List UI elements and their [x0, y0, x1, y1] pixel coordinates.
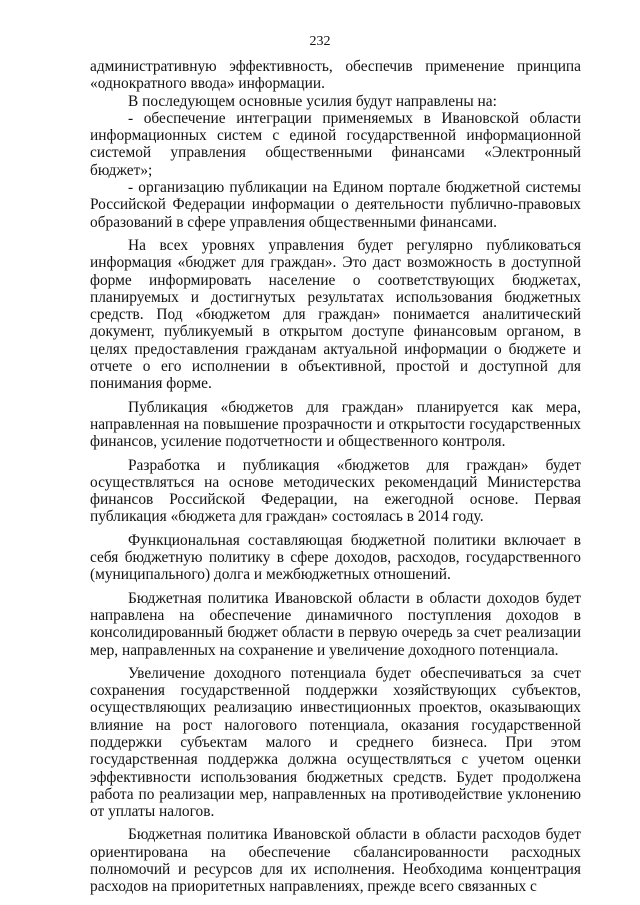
bullet-item-publication: - организацию публикации на Едином портале бюджетной системы Российской Федерации информации о деятельности публично-правовых образований в сфере управления общественными финансами.: [90, 179, 581, 231]
paragraph-functional-component: Функциональная составляющая бюджетной политики включает в себя бюджетную политику в сфере доходов, расходов, государственного (муниципального) долга и межбюджетных отношений.: [90, 531, 581, 584]
paragraph-development: Разработка и публикация «бюджетов для граждан» будет осуществляться на основе методических рекомендаций Министерства финансов Российской Федерации, на ежегодной основе. Первая публикация «бюджета для граждан» состоялась в 2014 году.: [90, 456, 581, 526]
page-number: 232: [309, 34, 331, 49]
bullet-item-integration: - обеспечение интеграции применяемых в Ивановской области информационных систем с единой государственной информационной системой управления общественными финансами «Электронный бюджет»;: [90, 109, 581, 179]
paragraph-publication-measure: Публикация «бюджетов для граждан» планируется как мера, направленная на повышение прозрачности и открытости государственных финансов, усиление подотчетности и общественного контроля.: [90, 398, 581, 451]
document-body: [90, 58, 581, 896]
paragraph-intro-efforts: В последующем основные усилия будут направлены на:: [128, 92, 497, 110]
paragraph-revenue-potential: Увеличение доходного потенциала будет обеспечиваться за счет сохранения государственной поддержки хозяйствующих субъектов, осуществляющих реализацию инвестиционных проектов, оказывающих влияние на рост налогового потенциала, оказания государственной поддержки субъектам малого и среднего бизнеса. При этом государственная поддержка должна осуществляться с учетом оценки эффективности использования бюджетных средств. Будет продолжена работа по реализации мер, направленных на противодействие уклонению от уплаты налогов.: [90, 664, 581, 821]
paragraph-expenditure-policy: Бюджетная политика Ивановской области в области расходов будет ориентирована на обеспечение сбалансированности расходных полномочий и ресурсов для их исполнения. Необходима концентрация расходов на приоритетных направлениях, прежде всего связанных с: [90, 826, 581, 896]
paragraph-continuation: административную эффективность, обеспечив применение принципа «однократного ввода» информации.: [90, 58, 581, 93]
paragraph-budget-for-citizens: На всех уровнях управления будет регулярно публиковаться информация «бюджет для граждан». Это даст возможность в доступной форме информировать население о соответствующих бюджетах, планируемых и достигнутых результатах использования бюджетных средств. Под «бюджетом для граждан» понимается аналитический документ, публикуемый в открытом доступе финансовым органом, в целях предоставления гражданам актуальной информации о бюджете и отчете о его исполнении в объективной, простой и доступной для понимания форме.: [90, 236, 581, 393]
paragraph-revenue-policy: Бюджетная политика Ивановской области в области доходов будет направлена на обеспечение динамичного поступления доходов в консолидированный бюджет области в первую очередь за счет реализации мер, направленных на сохранение и увеличение доходного потенциала.: [90, 589, 581, 659]
